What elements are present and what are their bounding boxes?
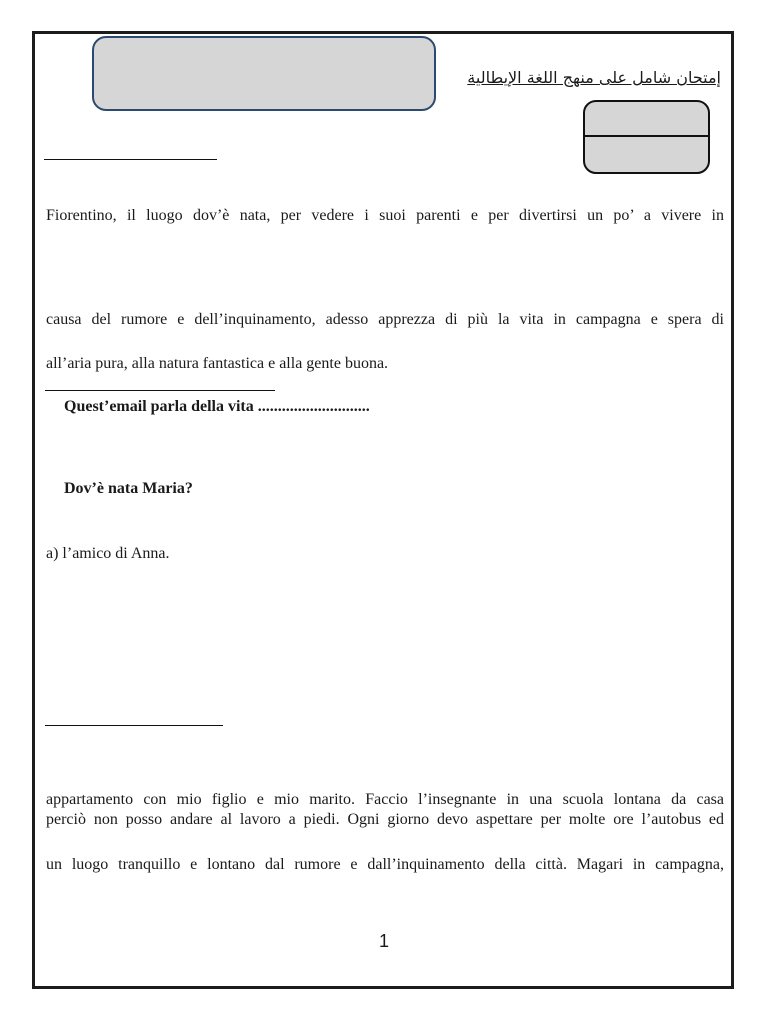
paragraph-line: appartamento con mio figlio e mio marito. Faccio l’insegnante in una scuola lontana da casa bbox=[46, 791, 724, 808]
section-rule bbox=[45, 725, 223, 726]
score-box bbox=[583, 100, 710, 174]
score-box-divider bbox=[585, 135, 708, 137]
paragraph-line: perciò non posso andare al lavoro a piedi. Ogni giorno devo aspettare per molte ore l’autobus ed bbox=[46, 811, 724, 828]
name-box bbox=[92, 36, 436, 111]
paragraph-line: Fiorentino, il luogo dov’è nata, per vedere i suoi parenti e per divertirsi un po’ a vivere in bbox=[46, 207, 724, 224]
paragraph-line: un luogo tranquillo e lontano dal rumore e dall’inquinamento della città. Magari in campagna, bbox=[46, 856, 724, 873]
paragraph-line: all’aria pura, alla natura fantastica e alla gente buona. bbox=[46, 355, 389, 372]
underline-rule bbox=[44, 159, 217, 160]
paragraph-line: causa del rumore e dell’inquinamento, adesso apprezza di più la vita in campagna e spera di bbox=[46, 311, 724, 328]
answer-option: a) l’amico di Anna. bbox=[46, 545, 170, 562]
section-rule bbox=[45, 390, 275, 391]
page-border bbox=[32, 31, 734, 989]
question-heading: Dov’è nata Maria? bbox=[64, 480, 193, 497]
exam-title: إمتحان شامل على منهج اللغة الإيطالية bbox=[467, 68, 721, 87]
page-number: 1 bbox=[378, 931, 389, 951]
question-heading: Quest’email parla della vita ............................ bbox=[64, 398, 370, 415]
